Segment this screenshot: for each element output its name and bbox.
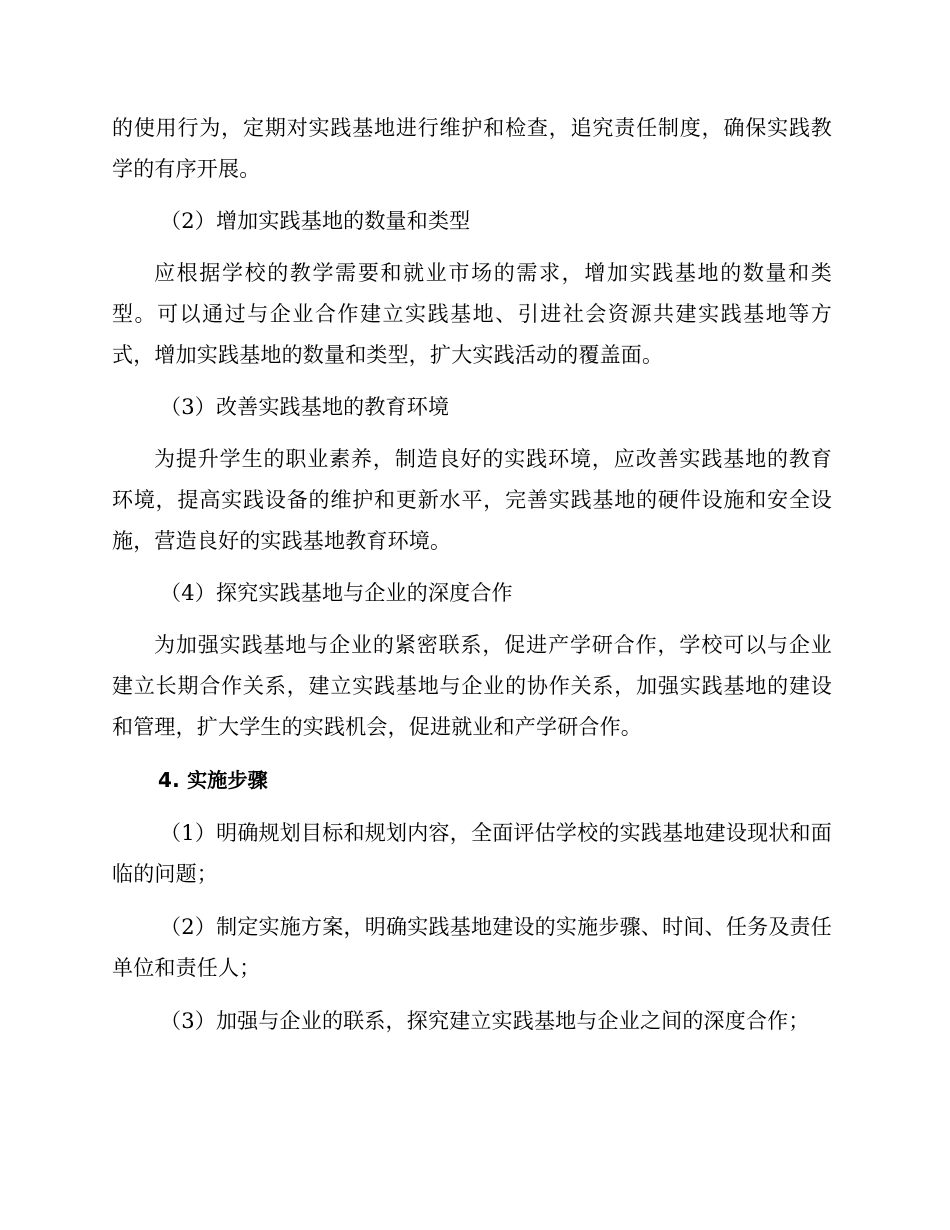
step-item-1: （1）明确规划目标和规划内容，全面评估学校的实践基地建设现状和面临的问题； — [112, 821, 832, 886]
subheading-increase-bases: （2）增加实践基地的数量和类型 — [160, 209, 471, 233]
subheading-improve-environment: （3）改善实践基地的教育环境 — [160, 395, 450, 419]
paragraph-enterprise-cooperation: 为加强实践基地与企业的紧密联系，促进产学研合作，学校可以与企业建立长期合作关系，建立实践基地与企业的协作关系，加强实践基地的建设和管理，扩大学生的实践机会，促进就业和产学研合作。 — [112, 633, 832, 739]
step-item-2: （2）制定实施方案，明确实践基地建设的实施步骤、时间、任务及责任单位和责任人； — [112, 915, 832, 980]
document-page — [112, 108, 832, 1054]
step-item-3: （3）加强与企业的联系，探究建立实践基地与企业之间的深度合作； — [160, 1009, 810, 1033]
paragraph-increase-bases: 应根据学校的教学需要和就业市场的需求，增加实践基地的数量和类型。可以通过与企业合作建立实践基地、引进社会资源共建实践基地等方式，增加实践基地的数量和类型，扩大实践活动的覆盖面。 — [112, 261, 832, 367]
paragraph-continuation: 的使用行为，定期对实践基地进行维护和检查，追究责任制度，确保实践教学的有序开展。 — [112, 116, 832, 181]
paragraph-improve-environment: 为提升学生的职业素养，制造良好的实践环境，应改善实践基地的教育环境，提高实践设备的维护和更新水平，完善实践基地的硬件设施和安全设施，营造良好的实践基地教育环境。 — [112, 447, 832, 553]
subheading-enterprise-cooperation: （4）探究实践基地与企业的深度合作 — [160, 581, 513, 605]
section-heading-implementation-steps: 4. 实施步骤 — [158, 768, 268, 792]
